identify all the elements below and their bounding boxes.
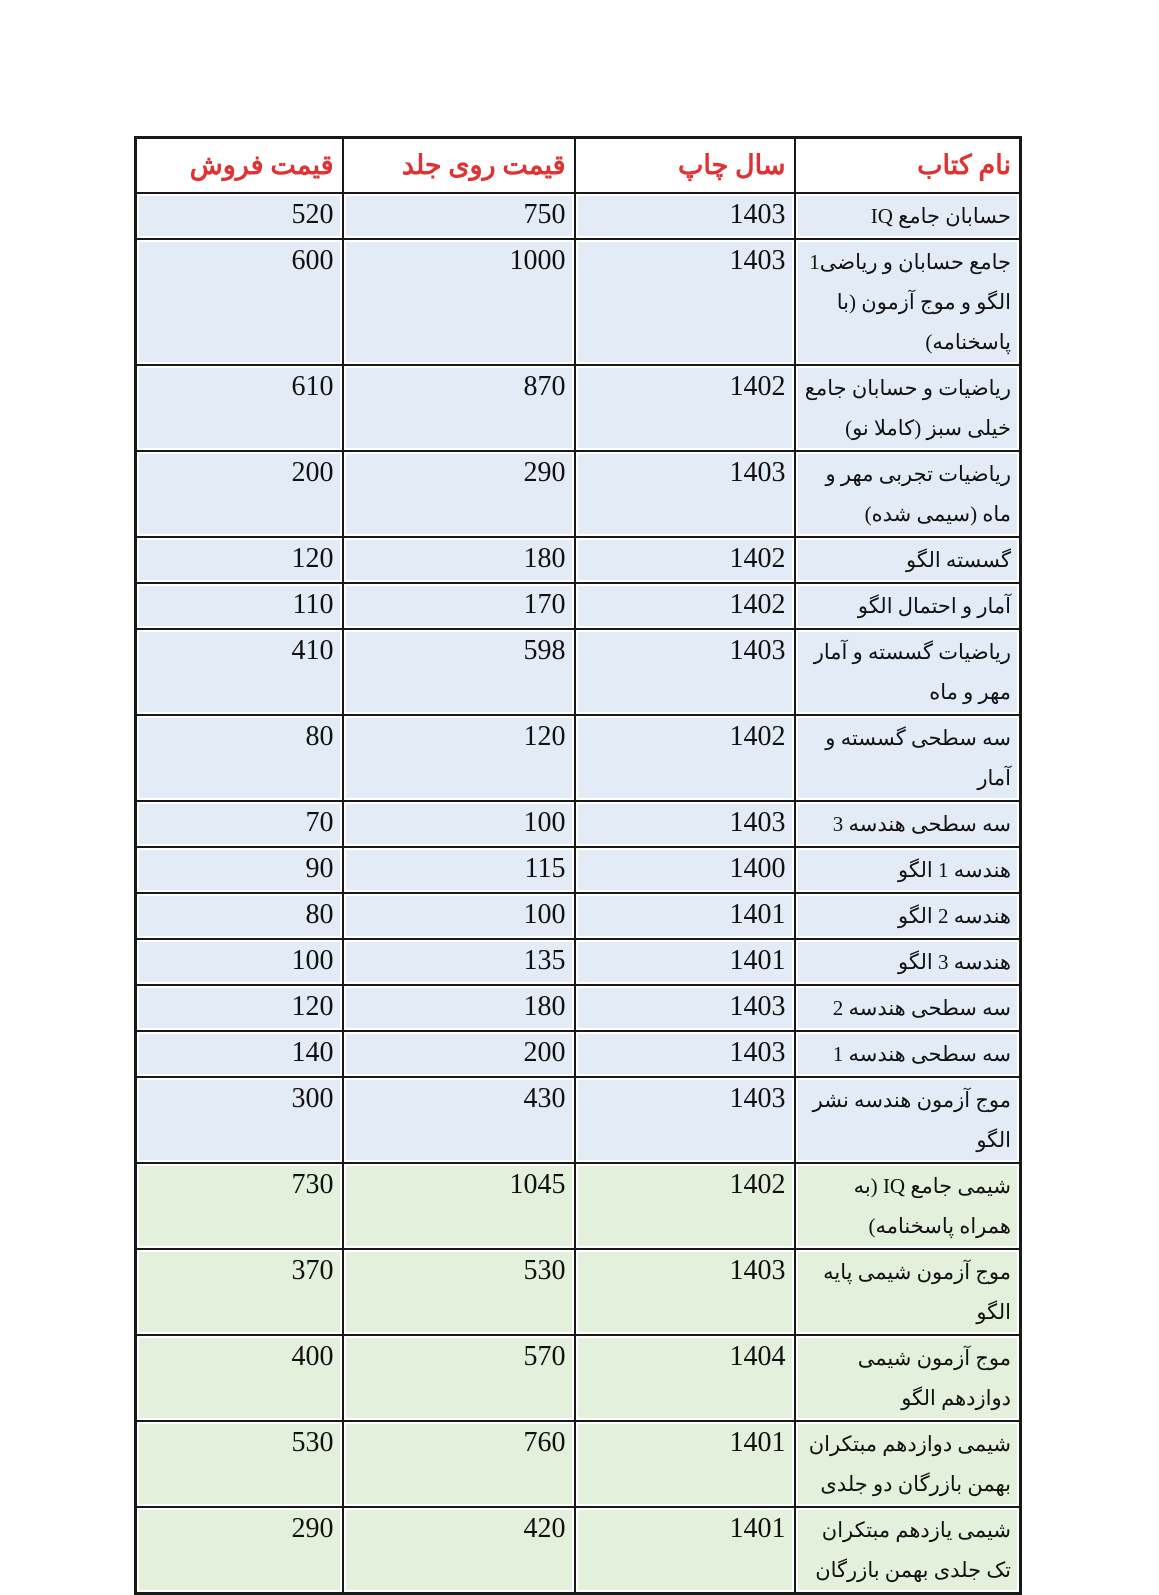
table-row [136,193,1021,239]
cell-book-name: سه سطحی گسسته و آمار [795,715,1021,801]
column-header-sale-price: قیمت فروش [136,138,343,193]
cell-sale-price: 70 [136,801,343,847]
cell-print-year: 1400 [575,847,795,893]
cell-book-name: آمار و احتمال الگو [795,583,1021,629]
cell-print-year: 1403 [575,193,795,239]
cell-cover-price: 530 [343,1249,575,1335]
cell-sale-price: 290 [136,1507,343,1594]
cell-book-name: ریاضیات و حسابان جامع خیلی سبز (کاملا نو) [795,365,1021,451]
cell-sale-price: 80 [136,893,343,939]
cell-cover-price: 200 [343,1031,575,1077]
cell-book-name: گسسته الگو [795,537,1021,583]
cell-cover-price: 570 [343,1335,575,1421]
cell-sale-price: 530 [136,1421,343,1507]
cell-book-name: موج آزمون هندسه نشر الگو [795,1077,1021,1163]
cell-print-year: 1401 [575,939,795,985]
cell-book-name: سه سطحی هندسه 2 [795,985,1021,1031]
cell-print-year: 1402 [575,537,795,583]
cell-print-year: 1402 [575,365,795,451]
cell-sale-price: 600 [136,239,343,365]
cell-print-year: 1402 [575,1163,795,1249]
cell-cover-price: 100 [343,893,575,939]
cell-book-name: حسابان جامع IQ [795,193,1021,239]
cell-print-year: 1403 [575,1077,795,1163]
cell-print-year: 1404 [575,1335,795,1421]
cell-print-year: 1403 [575,629,795,715]
table-row [136,629,1021,715]
cell-cover-price: 870 [343,365,575,451]
cell-book-name: شیمی دوازدهم مبتکران بهمن بازرگان دو جلدی [795,1421,1021,1507]
cell-book-name: هندسه 2 الگو [795,893,1021,939]
cell-sale-price: 400 [136,1335,343,1421]
cell-cover-price: 1000 [343,239,575,365]
cell-book-name: شیمی جامع IQ (به همراه پاسخنامه) [795,1163,1021,1249]
cell-sale-price: 110 [136,583,343,629]
cell-print-year: 1403 [575,985,795,1031]
cell-cover-price: 430 [343,1077,575,1163]
table-row [136,847,1021,893]
table-row [136,583,1021,629]
cell-book-name: شیمی یازدهم مبتکران تک جلدی بهمن بازرگان [795,1507,1021,1594]
table-row [136,1421,1021,1507]
cell-print-year: 1403 [575,1031,795,1077]
table-row [136,239,1021,365]
cell-book-name: سه سطحی هندسه 1 [795,1031,1021,1077]
table-row [136,893,1021,939]
cell-book-name: موج آزمون شیمی دوازدهم الگو [795,1335,1021,1421]
cell-sale-price: 200 [136,451,343,537]
table-row [136,985,1021,1031]
cell-book-name: هندسه 1 الگو [795,847,1021,893]
cell-cover-price: 180 [343,537,575,583]
cell-sale-price: 140 [136,1031,343,1077]
cell-print-year: 1403 [575,239,795,365]
table-row [136,1077,1021,1163]
cell-sale-price: 300 [136,1077,343,1163]
cell-print-year: 1403 [575,451,795,537]
cell-print-year: 1401 [575,893,795,939]
cell-cover-price: 750 [343,193,575,239]
cell-sale-price: 410 [136,629,343,715]
column-header-print-year: سال چاپ [575,138,795,193]
cell-print-year: 1402 [575,583,795,629]
cell-cover-price: 135 [343,939,575,985]
book-price-table [134,136,1022,1595]
cell-sale-price: 610 [136,365,343,451]
table-header-row [136,138,1021,193]
column-header-book-name: نام کتاب [795,138,1021,193]
cell-sale-price: 100 [136,939,343,985]
cell-sale-price: 370 [136,1249,343,1335]
cell-cover-price: 100 [343,801,575,847]
cell-sale-price: 120 [136,537,343,583]
cell-print-year: 1401 [575,1507,795,1594]
table-row [136,537,1021,583]
cell-cover-price: 420 [343,1507,575,1594]
cell-cover-price: 180 [343,985,575,1031]
cell-sale-price: 120 [136,985,343,1031]
table-row [136,1249,1021,1335]
cell-sale-price: 90 [136,847,343,893]
cell-cover-price: 170 [343,583,575,629]
cell-cover-price: 1045 [343,1163,575,1249]
cell-print-year: 1403 [575,1249,795,1335]
cell-print-year: 1401 [575,1421,795,1507]
cell-cover-price: 290 [343,451,575,537]
cell-cover-price: 115 [343,847,575,893]
cell-book-name: موج آزمون شیمی پایه الگو [795,1249,1021,1335]
cell-book-name: ریاضیات گسسته و آمار مهر و ماه [795,629,1021,715]
cell-sale-price: 520 [136,193,343,239]
cell-cover-price: 598 [343,629,575,715]
cell-book-name: سه سطحی هندسه 3 [795,801,1021,847]
cell-book-name: هندسه 3 الگو [795,939,1021,985]
cell-book-name: جامع حسابان و ریاضی1 الگو و موج آزمون (با پاسخنامه) [795,239,1021,365]
table-row [136,1031,1021,1077]
table-row [136,715,1021,801]
cell-book-name: ریاضیات تجربی مهر و ماه (سیمی شده) [795,451,1021,537]
table-row [136,1335,1021,1421]
cell-sale-price: 80 [136,715,343,801]
cell-cover-price: 760 [343,1421,575,1507]
cell-print-year: 1402 [575,715,795,801]
table-row [136,451,1021,537]
table-row [136,1507,1021,1594]
table-row [136,939,1021,985]
cell-print-year: 1403 [575,801,795,847]
table-row [136,1163,1021,1249]
cell-cover-price: 120 [343,715,575,801]
column-header-cover-price: قیمت روی جلد [343,138,575,193]
table-row [136,365,1021,451]
cell-sale-price: 730 [136,1163,343,1249]
table-row [136,801,1021,847]
